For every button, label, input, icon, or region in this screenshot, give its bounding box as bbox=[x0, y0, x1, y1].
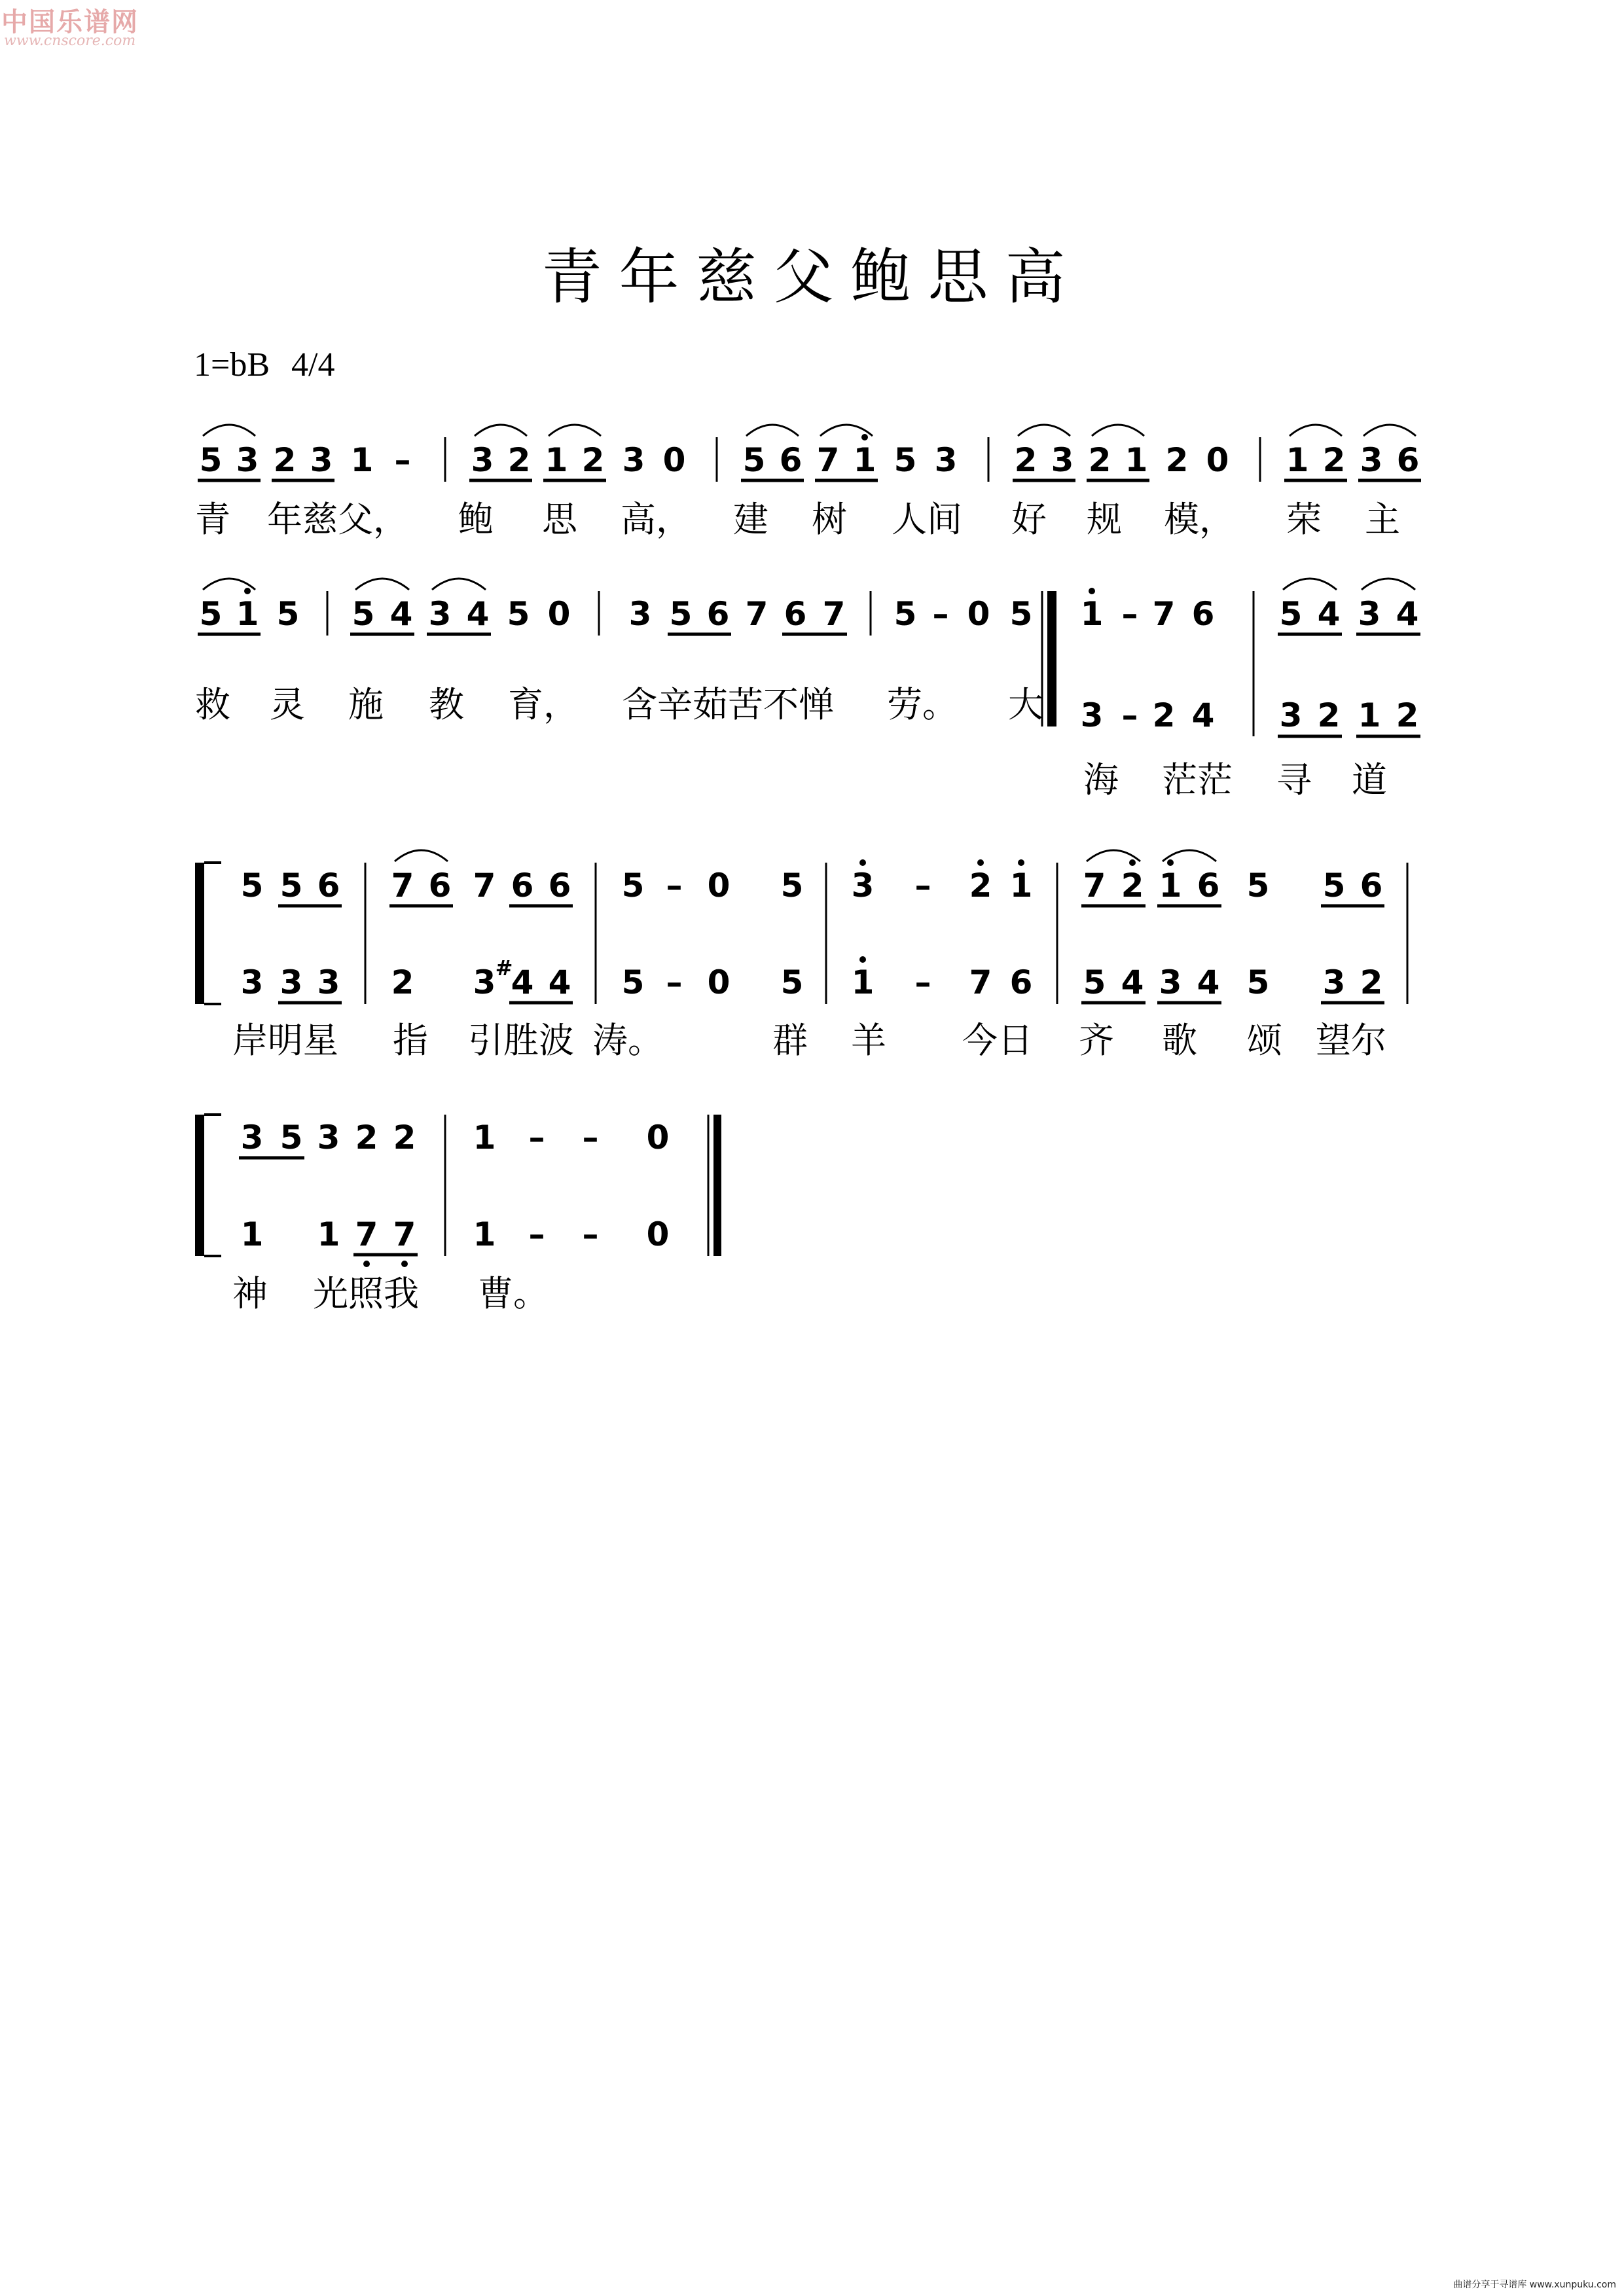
note: 1 bbox=[853, 441, 876, 479]
note: 7 bbox=[745, 595, 768, 633]
lower-note: 3 bbox=[1159, 963, 1182, 1001]
harmony-note: 1 bbox=[1358, 696, 1381, 734]
note: 5 bbox=[1009, 595, 1033, 633]
lyric: 树 bbox=[812, 499, 847, 540]
note: 6 bbox=[706, 595, 730, 633]
upper-note: 3 bbox=[851, 867, 875, 905]
lower-note: 4 bbox=[1197, 963, 1220, 1001]
upper-note: 6 bbox=[548, 867, 571, 905]
lyric: 建 bbox=[733, 499, 768, 540]
upper-note: 5 bbox=[780, 867, 804, 905]
harmony-note: 6 bbox=[1191, 595, 1215, 633]
lower-note: – bbox=[914, 963, 931, 1001]
lower-note: # bbox=[495, 956, 513, 980]
lyric: 主 bbox=[1365, 499, 1400, 540]
note: 5 bbox=[276, 595, 300, 633]
harmony-note: 3 bbox=[1358, 595, 1381, 633]
note: 5 bbox=[199, 441, 223, 479]
note: 3 bbox=[428, 595, 452, 633]
lower-note: 5 bbox=[621, 963, 645, 1001]
lyric: 育， bbox=[508, 684, 579, 725]
slur bbox=[203, 425, 255, 436]
octave-dot bbox=[859, 956, 866, 963]
lyric: 高， bbox=[621, 499, 691, 540]
note: 5 bbox=[507, 595, 530, 633]
note: 3 bbox=[310, 441, 333, 479]
lyric: 好 bbox=[1011, 499, 1047, 540]
lyric: 施 bbox=[348, 684, 384, 725]
lyric: 劳。 bbox=[887, 684, 958, 725]
upper-note: 2 bbox=[1121, 867, 1144, 905]
upper-note: 7 bbox=[391, 867, 414, 905]
upper-note: 6 bbox=[1197, 867, 1220, 905]
octave-dot bbox=[1089, 588, 1095, 594]
note: 1 bbox=[350, 441, 374, 479]
note: 2 bbox=[1322, 441, 1346, 479]
octave-dot bbox=[1018, 859, 1024, 866]
note: 1 bbox=[1286, 441, 1309, 479]
lower-note: 5 bbox=[1083, 963, 1106, 1001]
note: 5 bbox=[199, 595, 223, 633]
lower-note: 5 bbox=[1246, 963, 1270, 1001]
lower-note: 3 bbox=[317, 963, 340, 1001]
upper-note: – bbox=[528, 1119, 545, 1157]
note: 5 bbox=[669, 595, 693, 633]
note: 2 bbox=[273, 441, 297, 479]
note: 2 bbox=[1165, 441, 1189, 479]
lyric: 教 bbox=[429, 684, 464, 725]
upper-note: 1 bbox=[473, 1119, 496, 1157]
upper-note: 5 bbox=[621, 867, 645, 905]
note: 3 bbox=[1360, 441, 1383, 479]
octave-dot bbox=[244, 588, 251, 594]
page-title: 青年慈父鲍思高 bbox=[541, 242, 1083, 312]
lyric: 颂 bbox=[1247, 1020, 1282, 1061]
note: 3 bbox=[622, 441, 645, 479]
lyric: 思 bbox=[542, 499, 577, 540]
note: 1 bbox=[236, 595, 259, 633]
lower-note: 3 bbox=[473, 963, 496, 1001]
upper-note: 3 bbox=[240, 1119, 264, 1157]
upper-note: 2 bbox=[393, 1119, 416, 1157]
lyric: 曹。 bbox=[478, 1273, 549, 1314]
harmony-note: – bbox=[1121, 696, 1138, 734]
lower-note: 4 bbox=[548, 963, 571, 1001]
harmony-note: 1 bbox=[1080, 595, 1104, 633]
octave-dot bbox=[977, 859, 984, 866]
slur bbox=[1283, 579, 1337, 590]
upper-note: 1 bbox=[1159, 867, 1182, 905]
note: 0 bbox=[1206, 441, 1229, 479]
lyric: 寻 bbox=[1276, 759, 1312, 800]
system-bracket bbox=[195, 863, 204, 1004]
lower-note: 1 bbox=[317, 1215, 340, 1253]
upper-note: 6 bbox=[317, 867, 340, 905]
note: 3 bbox=[471, 441, 494, 479]
lower-note: 0 bbox=[646, 1215, 670, 1253]
lower-note: – bbox=[582, 1215, 599, 1253]
lower-note: 0 bbox=[707, 963, 731, 1001]
harmony-note: 3 bbox=[1279, 696, 1303, 734]
lyric: 道 bbox=[1352, 759, 1387, 800]
upper-note: 2 bbox=[355, 1119, 378, 1157]
upper-note: 5 bbox=[1246, 867, 1270, 905]
note: 3 bbox=[628, 595, 652, 633]
lyric: 今日 bbox=[962, 1020, 1033, 1061]
footer-credit: 曲谱分享于寻谱库 www.xunpuku.com bbox=[1453, 2280, 1616, 2290]
note: 2 bbox=[507, 441, 531, 479]
note: 0 bbox=[662, 441, 686, 479]
note: 0 bbox=[547, 595, 571, 633]
note: 5 bbox=[352, 595, 375, 633]
upper-note: 6 bbox=[511, 867, 534, 905]
lyric: 茫茫 bbox=[1162, 759, 1233, 800]
harmony-note: 3 bbox=[1080, 696, 1104, 734]
lyric: 岸明星 bbox=[232, 1020, 338, 1061]
lower-note: 3 bbox=[280, 963, 303, 1001]
note: 6 bbox=[1396, 441, 1420, 479]
lyric: 引胜波 bbox=[468, 1020, 574, 1061]
upper-note: 7 bbox=[1083, 867, 1106, 905]
lower-note: 1 bbox=[240, 1215, 264, 1253]
lyric: 望尔 bbox=[1316, 1020, 1386, 1061]
upper-note: – bbox=[666, 867, 683, 905]
note: 2 bbox=[1088, 441, 1111, 479]
octave-dot bbox=[859, 859, 866, 866]
upper-note: 5 bbox=[1322, 867, 1346, 905]
note: 2 bbox=[581, 441, 605, 479]
lyric: 规 bbox=[1087, 499, 1122, 540]
note: 1 bbox=[1125, 441, 1148, 479]
note: 2 bbox=[1014, 441, 1038, 479]
note: 3 bbox=[934, 441, 958, 479]
upper-note: 6 bbox=[428, 867, 452, 905]
upper-note: 5 bbox=[280, 1119, 303, 1157]
lower-note: 7 bbox=[969, 963, 992, 1001]
slur bbox=[475, 425, 527, 436]
note: 4 bbox=[466, 595, 490, 633]
slur bbox=[355, 579, 409, 590]
slur bbox=[395, 850, 448, 861]
lower-note: 4 bbox=[1121, 963, 1144, 1001]
lower-note: – bbox=[528, 1215, 545, 1253]
lower-note: – bbox=[666, 963, 683, 1001]
harmony-note: 4 bbox=[1317, 595, 1341, 633]
final-barline bbox=[713, 1115, 721, 1256]
note: 6 bbox=[784, 595, 807, 633]
harmony-note: 2 bbox=[1396, 696, 1419, 734]
lower-note: 3 bbox=[1322, 963, 1346, 1001]
harmony-note: 2 bbox=[1317, 696, 1341, 734]
upper-note: 0 bbox=[707, 867, 731, 905]
upper-note: 2 bbox=[969, 867, 992, 905]
lyric: 羊 bbox=[851, 1020, 886, 1061]
slur bbox=[1362, 579, 1415, 590]
harmony-note: 2 bbox=[1152, 696, 1176, 734]
lyric: 模， bbox=[1164, 499, 1235, 540]
octave-dot bbox=[1129, 859, 1136, 866]
upper-note: 1 bbox=[1009, 867, 1033, 905]
octave-dot bbox=[363, 1261, 370, 1267]
lyric: 含辛茹苦不惮 bbox=[622, 684, 834, 725]
lower-note: 6 bbox=[1009, 963, 1033, 1001]
upper-note: 5 bbox=[240, 867, 264, 905]
upper-note: 6 bbox=[1360, 867, 1383, 905]
note: 7 bbox=[822, 595, 846, 633]
upper-note: 0 bbox=[646, 1119, 670, 1157]
lower-note: 7 bbox=[393, 1215, 416, 1253]
lyric: 人间 bbox=[892, 499, 962, 540]
watermark-logo: 中国乐谱网 bbox=[1, 7, 139, 37]
harmony-note: 4 bbox=[1191, 696, 1215, 734]
lower-note: 2 bbox=[391, 963, 414, 1001]
lower-note: 5 bbox=[780, 963, 804, 1001]
lyric: 齐 bbox=[1079, 1020, 1114, 1061]
note: 0 bbox=[967, 595, 990, 633]
harmony-note: 5 bbox=[1279, 595, 1303, 633]
note: 3 bbox=[1051, 441, 1074, 479]
note: 5 bbox=[893, 441, 917, 479]
harmony-note: – bbox=[1121, 595, 1138, 633]
octave-dot bbox=[401, 1261, 408, 1267]
lyric: 大 bbox=[1008, 684, 1043, 725]
slur bbox=[1018, 425, 1070, 436]
system-bracket bbox=[1047, 591, 1056, 726]
note: 5 bbox=[742, 441, 766, 479]
note: 1 bbox=[545, 441, 568, 479]
lower-note: 3 bbox=[240, 963, 264, 1001]
lyric: 救 bbox=[195, 684, 230, 725]
upper-note: 5 bbox=[280, 867, 303, 905]
slur bbox=[746, 425, 799, 436]
lyric: 青 bbox=[195, 499, 230, 540]
octave-dot bbox=[1167, 859, 1174, 866]
slur bbox=[1363, 425, 1416, 436]
note: – bbox=[932, 595, 949, 633]
note: – bbox=[394, 441, 411, 479]
lower-note: 2 bbox=[1360, 963, 1383, 1001]
note: 6 bbox=[779, 441, 803, 479]
lower-note: 7 bbox=[355, 1215, 378, 1253]
lyric: 海 bbox=[1083, 759, 1119, 800]
slur bbox=[432, 579, 486, 590]
lyric: 歌 bbox=[1162, 1020, 1197, 1061]
watermark-url: www.cnscore.com bbox=[4, 33, 136, 49]
note: 3 bbox=[236, 441, 259, 479]
octave-dot bbox=[861, 434, 868, 440]
note: 7 bbox=[816, 441, 840, 479]
key-signature: 1=bB 4/4 bbox=[194, 346, 335, 384]
upper-note: – bbox=[582, 1119, 599, 1157]
note: 4 bbox=[389, 595, 413, 633]
lower-note: 1 bbox=[851, 963, 875, 1001]
slur bbox=[1290, 425, 1342, 436]
lyric: 神 bbox=[232, 1273, 268, 1314]
lyric: 涛。 bbox=[592, 1020, 663, 1061]
lower-note: 1 bbox=[473, 1215, 496, 1253]
note: 5 bbox=[893, 595, 917, 633]
lyric: 光照我 bbox=[313, 1273, 419, 1314]
lyric: 荣 bbox=[1286, 499, 1322, 540]
lyric: 指 bbox=[393, 1020, 428, 1061]
system-bracket bbox=[195, 1115, 204, 1256]
upper-note: 7 bbox=[473, 867, 496, 905]
slur bbox=[1092, 425, 1144, 436]
harmony-note: 4 bbox=[1396, 595, 1419, 633]
lyric: 群 bbox=[772, 1020, 808, 1061]
lyric: 鲍 bbox=[458, 499, 494, 540]
lower-note: 4 bbox=[511, 963, 534, 1001]
upper-note: 3 bbox=[317, 1119, 340, 1157]
slur bbox=[549, 425, 601, 436]
upper-note: – bbox=[914, 867, 931, 905]
harmony-note: 7 bbox=[1152, 595, 1176, 633]
lyric: 年慈父， bbox=[267, 499, 408, 540]
lyric: 灵 bbox=[270, 684, 305, 725]
